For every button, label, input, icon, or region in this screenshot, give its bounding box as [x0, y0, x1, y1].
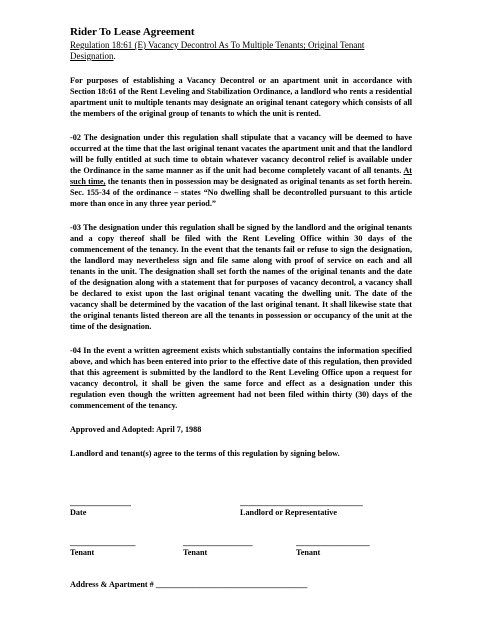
- date-signature-line[interactable]: _______________: [70, 498, 132, 507]
- address-line[interactable]: _____________________________________: [155, 580, 308, 589]
- address-block: [70, 580, 307, 589]
- date-label: Date: [70, 508, 87, 517]
- landlord-signature-block: [240, 498, 363, 518]
- subtitle-line-2: Designation: [70, 51, 114, 61]
- paragraph-02: [70, 132, 412, 209]
- tenant-2-signature-block: [183, 538, 253, 558]
- tenant-1-signature-block: [70, 538, 136, 558]
- subtitle-period: .: [113, 51, 116, 61]
- landlord-signature-line[interactable]: ______________________________: [240, 498, 363, 507]
- document-subtitle: [70, 40, 412, 62]
- tenant-3-signature-block: [296, 538, 370, 558]
- paragraph-intro: For purposes of establishing a Vacancy Decontrol or an apartment unit in accordance with Section 18:61 of the Rent Leveling and Stabilization Ordinance, a landlord who rents a residential apartment unit to multiple tenants may designate an original tenant category which consists of all the members of the original group of tenants to which the unit is rented.: [70, 76, 412, 118]
- address-label: Address & Apartment #: [70, 580, 154, 589]
- agreement-statement: Landlord and tenant(s) agree to the terms of this regulation by signing below.: [70, 449, 340, 458]
- document-body: [70, 26, 412, 459]
- paragraph-04: -04 In the event a written agreement exists which substantially contains the information specified above, and which has been entered into prior to the effective date of this regulation, then provided that this agreement is submitted by the landlord to the Rent Leveling Office upon a request for vacancy decontrol, it shall be given the same force and effect as a designation under this regulation even though the written agreement had not been filed within thirty (30) days of the commencement of the tenancy.: [70, 346, 412, 410]
- approved-date: Approved and Adopted: April 7, 1988: [70, 425, 202, 434]
- paragraph-02-part-a: -02 The designation under this regulation shall stipulate that a vacancy will be deemed to have occurred at the time that the last original tenant vacates the apartment unit and that the landlord will be fully entitled at such time to obtain whatever vacancy decontrol relief is available under the Ordinance in the same manner as if the unit had become completely vacant of all tenants.: [70, 133, 412, 175]
- subtitle-line-1: Regulation 18:61 (E) Vacancy Decontrol As To Multiple Tenants; Original Tenant: [70, 40, 365, 50]
- landlord-label: Landlord or Representative: [240, 508, 338, 517]
- paragraph-02-underlined: At such time,: [70, 166, 412, 186]
- date-signature-block: [70, 498, 131, 518]
- tenant-3-signature-line[interactable]: __________________: [296, 538, 370, 547]
- tenant-1-signature-line[interactable]: ________________: [70, 538, 136, 547]
- paragraph-03: -03 The designation under this regulation shall be signed by the landlord and the original tenants and a copy thereof shall be filed with the Rent Leveling Office within 30 days of the commencement of the tenancy. In the event that the tenants fail or refuse to sign the designation, the landlord may nevertheless sign and file same along with proof of service on each and all tenants in the unit. The designation shall set forth the names of the original tenants and the date of the designation along with a statement that for purposes of vacancy decontrol, a vacancy shall be declared to exist upon the last original tenant vacating the dwelling unit. The date of the vacancy shall be determined by the vacation of the last original tenant. It shall likewise state that the original tenants listed thereon are all the tenants in possession or occupancy of the unit at the time of the designation.: [70, 223, 412, 331]
- document-title: Rider To Lease Agreement: [70, 26, 195, 38]
- tenant-1-label: Tenant: [70, 548, 95, 557]
- paragraph-02-part-b: the tenants then in possession may be designated as original tenants as set forth herein. Sec. 155-34 of the ordinance – states “No dwelling shall be decontrolled pursuant to this article more than once in any three year period.”: [70, 177, 413, 208]
- tenant-3-label: Tenant: [296, 548, 321, 557]
- tenant-2-label: Tenant: [183, 548, 208, 557]
- tenant-2-signature-line[interactable]: _________________: [183, 538, 253, 547]
